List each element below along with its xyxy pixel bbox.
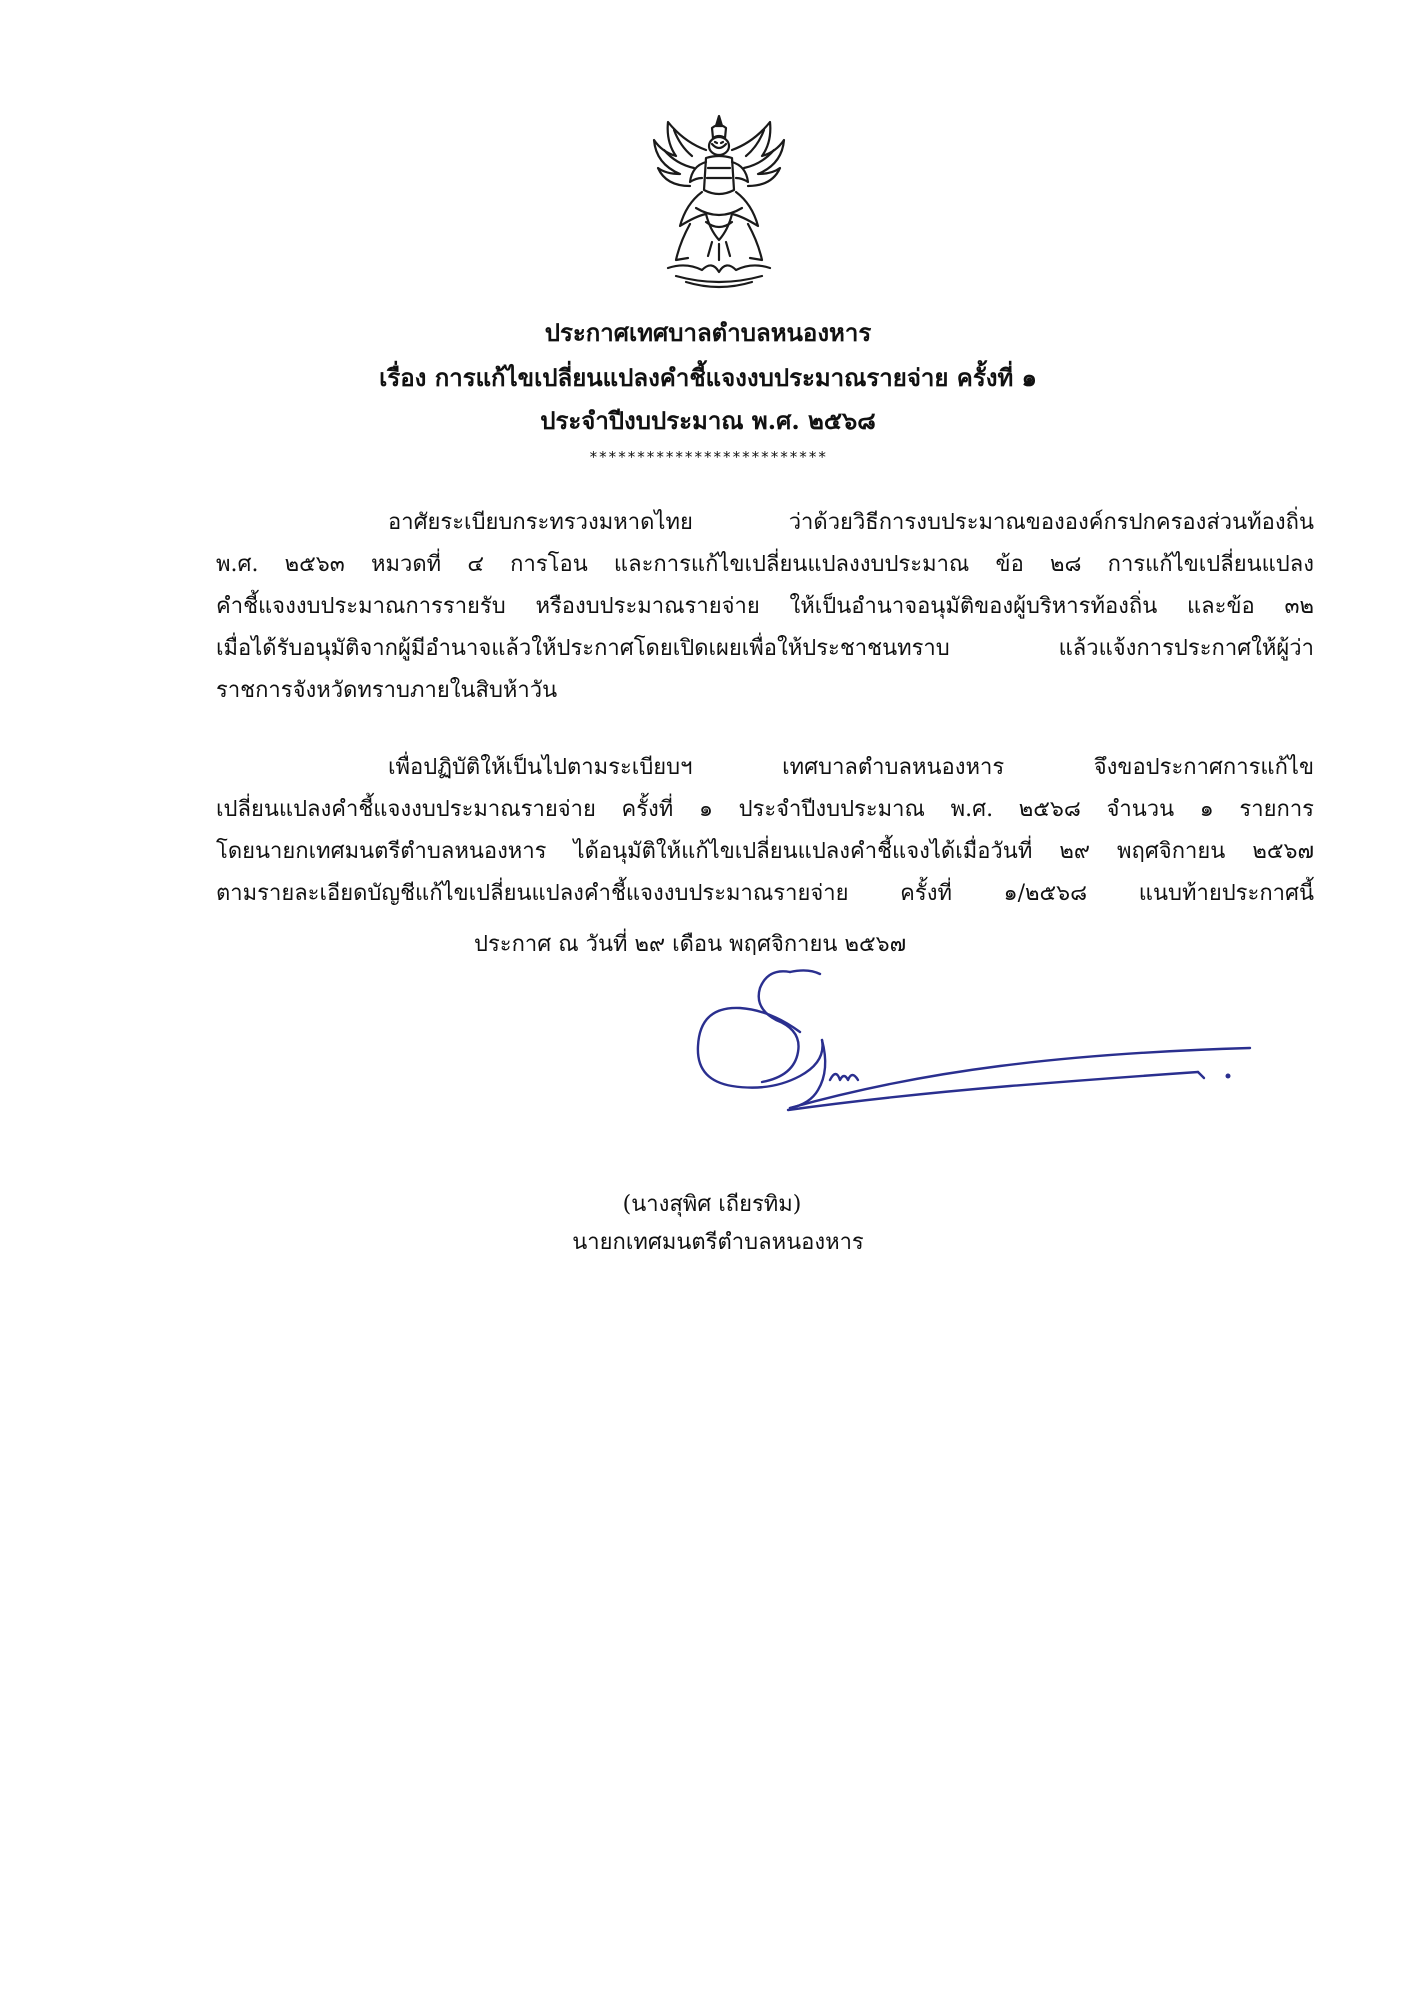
- paragraph2-line1: เพื่อปฏิบัติให้เป็นไปตามระเบียบฯ เทศบาลตำบลหนองหาร จึงขอประกาศการแก้ไข: [388, 755, 1314, 780]
- paragraph2-line3: โดยนายกเทศมนตรีตำบลหนองหาร ได้อนุมัติให้แก้ไขเปลี่ยนแปลงคำชี้แจงได้เมื่อวันที่ ๒๙ พฤศจิกายน ๒๕๖๗: [216, 839, 1314, 864]
- paragraph2-line2: เปลี่ยนแปลงคำชี้แจงงบประมาณรายจ่าย ครั้งที่ ๑ ประจำปีงบประมาณ พ.ศ. ๒๕๖๘ จำนวน ๑ รายการ: [216, 797, 1314, 822]
- garuda-emblem-icon: [646, 112, 792, 294]
- announcement-title: ประกาศเทศบาลตำบลหนองหาร: [544, 318, 872, 347]
- paragraph2-line4: ตามรายละเอียดบัญชีแก้ไขเปลี่ยนแปลงคำชี้แจงงบประมาณรายจ่าย ครั้งที่ ๑/๒๕๖๘ แนบท้ายประกาศนี้: [216, 881, 1314, 906]
- paragraph1-line3: คำชี้แจงงบประมาณการรายรับ หรืองบประมาณรายจ่าย ให้เป็นอำนาจอนุมัติของผู้บริหารท้องถิ่น และข้อ ๓๒: [216, 594, 1314, 619]
- signatory-title: นายกเทศมนตรีตำบลหนองหาร: [572, 1230, 864, 1255]
- announcement-subject: เรื่อง การแก้ไขเปลี่ยนแปลงคำชี้แจงงบประมาณรายจ่าย ครั้งที่ ๑: [379, 363, 1037, 392]
- handwritten-signature: [690, 960, 1260, 1160]
- separator-stars: *************************: [588, 448, 828, 466]
- paragraph1-line1: อาศัยระเบียบกระทรวงมหาดไทย ว่าด้วยวิธีการงบประมาณขององค์กรปกครองส่วนท้องถิ่น: [388, 510, 1314, 535]
- fiscal-year-line: ประจำปีงบประมาณ พ.ศ. ๒๕๖๘: [540, 406, 876, 435]
- announcement-date: ประกาศ ณ วันที่ ๒๙ เดือน พฤศจิกายน ๒๕๖๗: [474, 932, 907, 957]
- paragraph1-line4: เมื่อได้รับอนุมัติจากผู้มีอำนาจแล้วให้ประกาศโดยเปิดเผยเพื่อให้ประชาชนทราบ แล้วแจ้งการประกาศให้ผู้ว่า: [216, 636, 1314, 661]
- signatory-name: (นางสุพิศ เถียรทิม): [622, 1192, 802, 1217]
- paragraph1-line5: ราชการจังหวัดทราบภายในสิบห้าวัน: [216, 678, 558, 703]
- paragraph1-line2: พ.ศ. ๒๕๖๓ หมวดที่ ๔ การโอน และการแก้ไขเปลี่ยนแปลงงบประมาณ ข้อ ๒๘ การแก้ไขเปลี่ยนแปลง: [216, 552, 1314, 577]
